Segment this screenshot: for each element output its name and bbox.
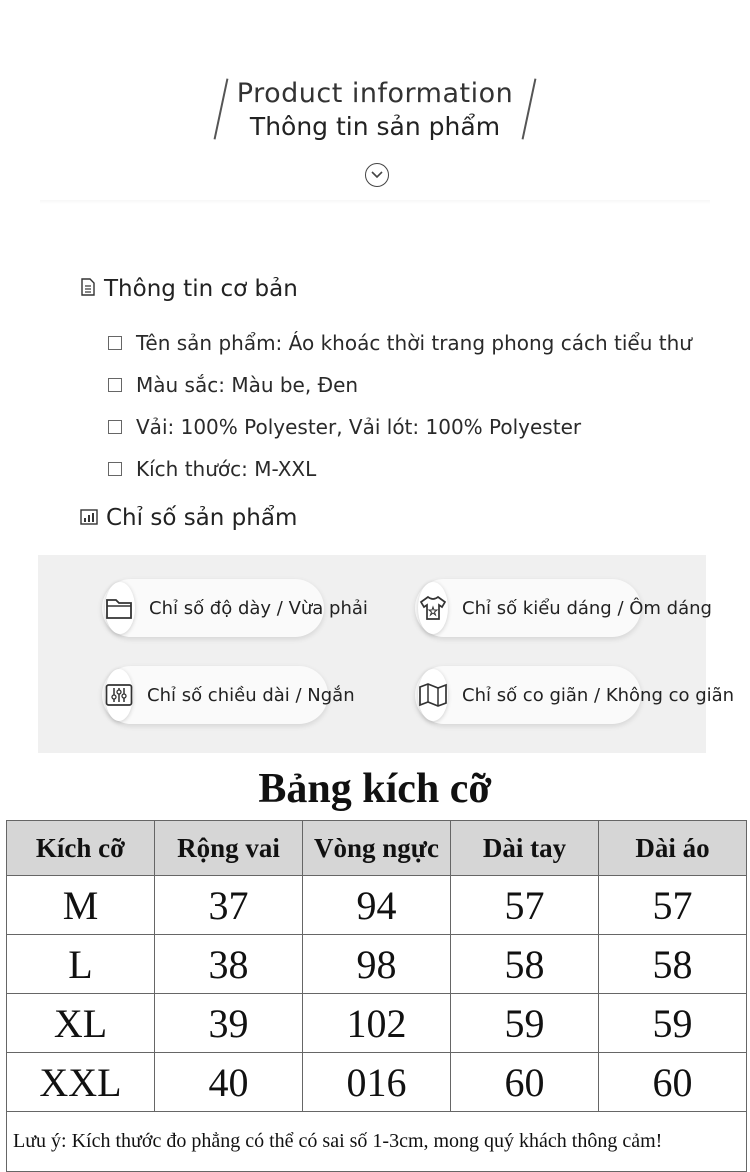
column-header-sleeve: Dài tay bbox=[451, 821, 599, 876]
list-item-label: Màu sắc: Màu be, Đen bbox=[136, 373, 359, 397]
product-info-header bbox=[0, 60, 750, 200]
list-item bbox=[108, 322, 692, 364]
fit-index-label: Chỉ số kiểu dáng / Ôm dáng bbox=[462, 597, 712, 619]
table-cell: XL bbox=[7, 994, 155, 1053]
table-cell: 94 bbox=[303, 876, 451, 935]
checkbox-square-icon bbox=[108, 378, 122, 392]
list-item bbox=[108, 364, 692, 406]
product-index-heading bbox=[80, 505, 297, 531]
product-index-panel bbox=[38, 555, 735, 753]
stretch-index-label: Chỉ số co giãn / Không co giãn bbox=[462, 684, 735, 706]
table-cell: 38 bbox=[155, 935, 303, 994]
list-item bbox=[108, 406, 692, 448]
table-cell: 37 bbox=[155, 876, 303, 935]
table-cell: L bbox=[7, 935, 155, 994]
table-cell: 102 bbox=[303, 994, 451, 1053]
table-cell: 59 bbox=[599, 994, 747, 1053]
header-shadow-line bbox=[40, 200, 710, 204]
tshirt-icon bbox=[418, 582, 448, 634]
table-note-row bbox=[7, 1112, 747, 1172]
basic-info-heading bbox=[80, 276, 298, 302]
fit-index-pill bbox=[415, 579, 712, 637]
bar-chart-icon bbox=[80, 505, 98, 531]
length-index-label: Chỉ số chiều dài / Ngắn bbox=[147, 684, 355, 706]
header-title-english: Product information bbox=[236, 78, 514, 109]
basic-info-list bbox=[108, 322, 692, 490]
table-header-row bbox=[7, 821, 747, 876]
table-cell: M bbox=[7, 876, 155, 935]
table-row bbox=[7, 876, 747, 935]
basic-info-title: Thông tin cơ bản bbox=[104, 276, 298, 302]
table-row bbox=[7, 935, 747, 994]
stretch-index-pill bbox=[415, 666, 735, 724]
ruler-sliders-icon bbox=[105, 669, 133, 721]
table-cell: 57 bbox=[599, 876, 747, 935]
size-chart-title: Bảng kích cỡ bbox=[258, 766, 492, 812]
table-cell: 39 bbox=[155, 994, 303, 1053]
table-cell: 60 bbox=[451, 1053, 599, 1112]
list-item bbox=[108, 448, 692, 490]
table-cell: 98 bbox=[303, 935, 451, 994]
table-cell: XXL bbox=[7, 1053, 155, 1112]
table-cell: 58 bbox=[599, 935, 747, 994]
list-item-label: Tên sản phẩm: Áo khoác thời trang phong cách tiểu thư bbox=[136, 331, 692, 355]
size-note: Lưu ý: Kích thước đo phẳng có thể có sai số 1-3cm, mong quý khách thông cảm! bbox=[7, 1112, 747, 1172]
checkbox-square-icon bbox=[108, 420, 122, 434]
table-cell: 57 bbox=[451, 876, 599, 935]
header-title-vietnamese: Thông tin sản phẩm bbox=[249, 112, 501, 141]
length-index-pill bbox=[102, 666, 355, 724]
column-header-size: Kích cỡ bbox=[7, 821, 155, 876]
table-cell: 58 bbox=[451, 935, 599, 994]
list-item-label: Vải: 100% Polyester, Vải lót: 100% Polyester bbox=[136, 415, 582, 439]
table-cell: 59 bbox=[451, 994, 599, 1053]
checkbox-square-icon bbox=[108, 336, 122, 350]
table-row bbox=[7, 1053, 747, 1112]
table-cell: 40 bbox=[155, 1053, 303, 1112]
thickness-index-label: Chỉ số độ dày / Vừa phải bbox=[149, 597, 368, 619]
table-cell: 016 bbox=[303, 1053, 451, 1112]
column-header-length: Dài áo bbox=[599, 821, 747, 876]
thickness-index-pill bbox=[102, 579, 368, 637]
product-index-title: Chỉ số sản phẩm bbox=[106, 505, 298, 531]
table-row bbox=[7, 994, 747, 1053]
column-header-shoulder: Rộng vai bbox=[155, 821, 303, 876]
map-stretch-icon bbox=[418, 669, 448, 721]
list-item-label: Kích thước: M-XXL bbox=[136, 457, 317, 481]
column-header-chest: Vòng ngực bbox=[303, 821, 451, 876]
document-icon bbox=[80, 276, 96, 302]
table-cell: 60 bbox=[599, 1053, 747, 1112]
folder-icon bbox=[105, 582, 135, 634]
size-chart-table bbox=[6, 820, 747, 1172]
chevron-down-icon bbox=[365, 163, 389, 187]
checkbox-square-icon bbox=[108, 462, 122, 476]
